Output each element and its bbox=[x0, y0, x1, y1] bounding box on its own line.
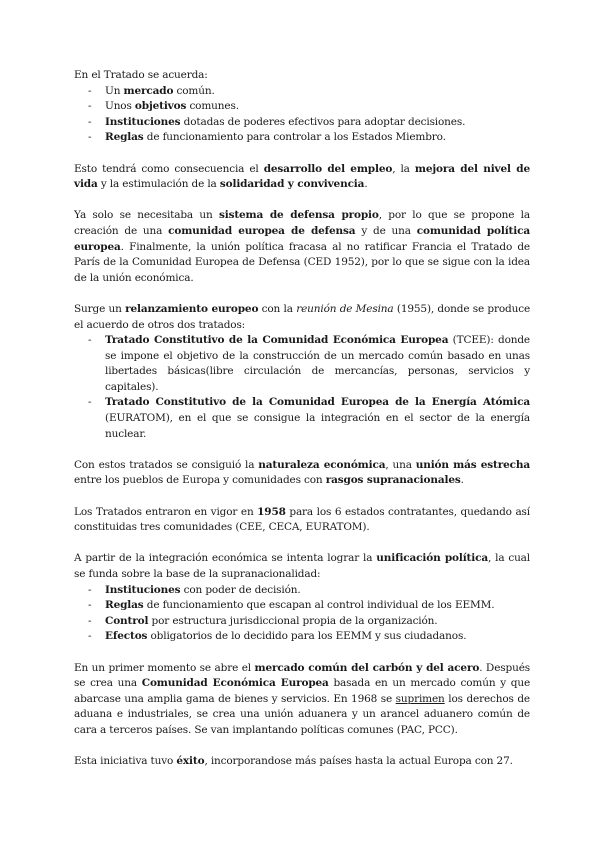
supranationality-list bbox=[74, 583, 530, 645]
treaties-list bbox=[74, 333, 530, 442]
list-item: - Efectos obligatorios de lo decidido para los EEMM y sus ciudadanos. bbox=[88, 630, 467, 643]
paragraph-nature: Con estos tratados se consiguió la naturaleza económica, una unión más estrecha entre los pueblos de Europa y comunidades con rasgos supranacionales. bbox=[74, 458, 530, 487]
document-page bbox=[74, 68, 530, 785]
paragraph-defense: Ya solo se necesitaba un sistema de defensa propio, por lo que se propone la creación de una comunidad europea de defensa y de una comunidad política europea. Finalmente, la unión política fracasa al no ratificar Francia el Tratado de París de la Comunidad Europea de Defensa (CED 1952), por lo que se sigue con la idea de la unión económica. bbox=[74, 209, 530, 284]
treaty-agreements-list bbox=[74, 84, 530, 146]
list-item: - Reglas de funcionamiento que escapan al control individual de los EEMM. bbox=[88, 599, 495, 612]
list-item: - Control por estructura jurisdiccional propia de la organización. bbox=[88, 614, 438, 627]
paragraph-political-unification: A partir de la integración económica se intenta lograr la unificación política, la cual se funda sobre la base de la supranacionalidad: bbox=[74, 552, 531, 580]
list-item: - Reglas de funcionamiento para controlar a los Estados Miembro. bbox=[88, 131, 446, 144]
list-item: - Instituciones dotadas de poderes efectivos para adoptar decisiones. bbox=[88, 115, 466, 128]
list-item: - Tratado Constitutivo de la Comunidad Económica Europea (TCEE): donde se impone el objetivo de la construcción de un mercado común basado en unas libertades básicas(libre circulación de mercancías, personas, servicios y capitales). bbox=[88, 334, 530, 393]
list-item: - Tratado Constitutivo de la Comunidad Europea de la Energía Atómica (EURATOM), en el que se consigue la integración en el sector de la energía nuclear. bbox=[88, 396, 530, 440]
paragraph-common-market: En un primer momento se abre el mercado común del carbón y del acero. Después se crea una Comunidad Económica Europea basada en un mercado común y que abarcase una amplia gama de bienes y servicios. En 1968 se suprimen los derechos de aduana e industriales, se crea una unión aduanera y un arancel aduanero común de cara a terceros países. Se van implantando políticas comunes (PAC, PCC). bbox=[74, 661, 531, 736]
paragraph-relaunch: Surge un relanzamiento europeo con la reunión de Mesina (1955), donde se produce el acuerdo de otros dos tratados: bbox=[74, 302, 531, 331]
list-item: - Un mercado común. bbox=[88, 84, 215, 97]
paragraph-consequences: Esto tendrá como consecuencia el desarrollo del empleo, la mejora del nivel de vida y la estimulación de la solidaridad y convivencia. bbox=[74, 162, 530, 191]
paragraph-success: Esta iniciativa tuvo éxito, incorporandose más países hasta la actual Europa con 27. bbox=[74, 755, 513, 768]
list-item: - Unos objetivos comunes. bbox=[88, 100, 239, 113]
list-item: - Instituciones con poder de decisión. bbox=[88, 583, 301, 596]
paragraph-treaty-intro: En el Tratado se acuerda: bbox=[74, 69, 208, 81]
paragraph-entry-in-force: Los Tratados entraron en vigor en 1958 para los 6 estados contratantes, quedando así constituidas tres comunidades (CEE, CECA, EURATOM). bbox=[74, 505, 531, 534]
